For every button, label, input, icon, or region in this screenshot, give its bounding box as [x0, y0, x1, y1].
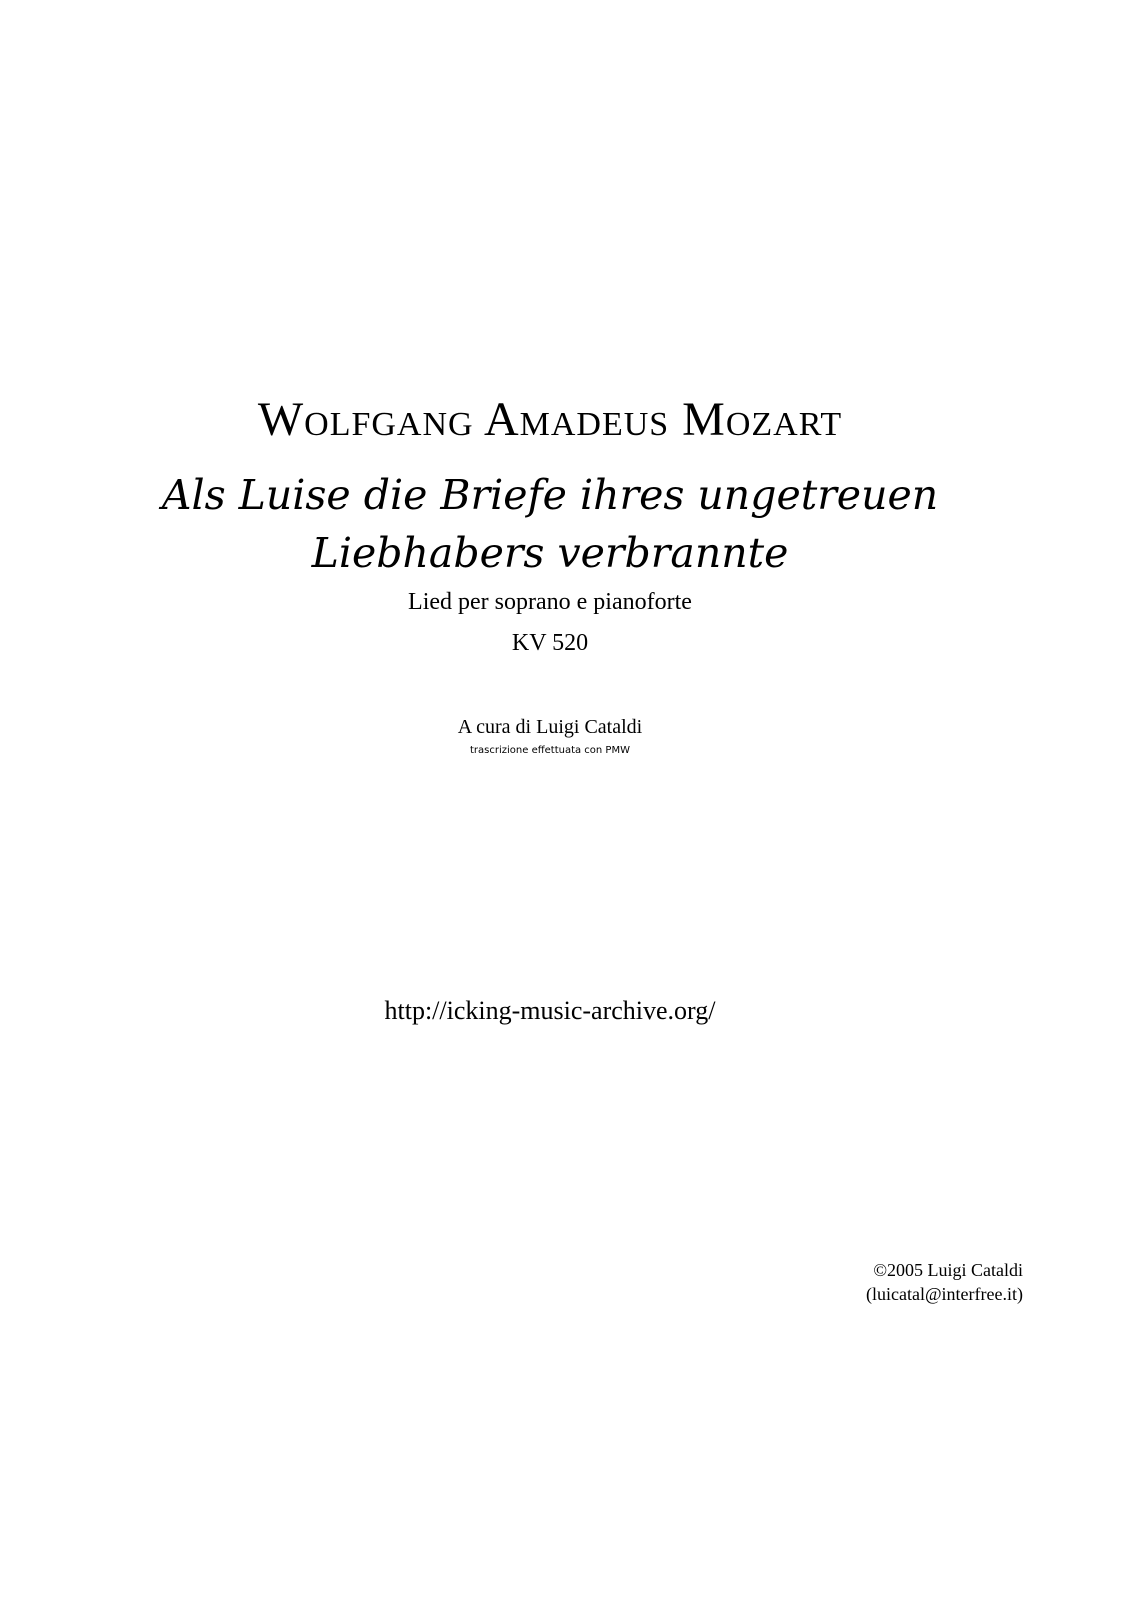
- copyright-notice: ©2005 Luigi Cataldi: [873, 1260, 1023, 1280]
- contact-email: (luicatal@interfree.it): [866, 1284, 1023, 1304]
- editor-credit: A cura di Luigi Cataldi: [457, 716, 643, 738]
- transcription-note: trascrizione effettuata con PMW: [470, 745, 630, 756]
- work-title-line-2: Liebhabers verbrannte: [311, 529, 789, 577]
- work-subtitle: Lied per soprano e pianoforte: [408, 589, 692, 615]
- archive-url: http://icking-music-archive.org/: [384, 996, 716, 1025]
- work-title-line-1: Als Luise die Briefe ihres ungetreuen: [161, 471, 939, 519]
- copyright-block: [866, 1258, 1023, 1306]
- work-title: [0, 466, 1100, 582]
- catalog-number: KV 520: [511, 630, 589, 656]
- composer-name: Wolfgang Amadeus Mozart: [257, 393, 843, 446]
